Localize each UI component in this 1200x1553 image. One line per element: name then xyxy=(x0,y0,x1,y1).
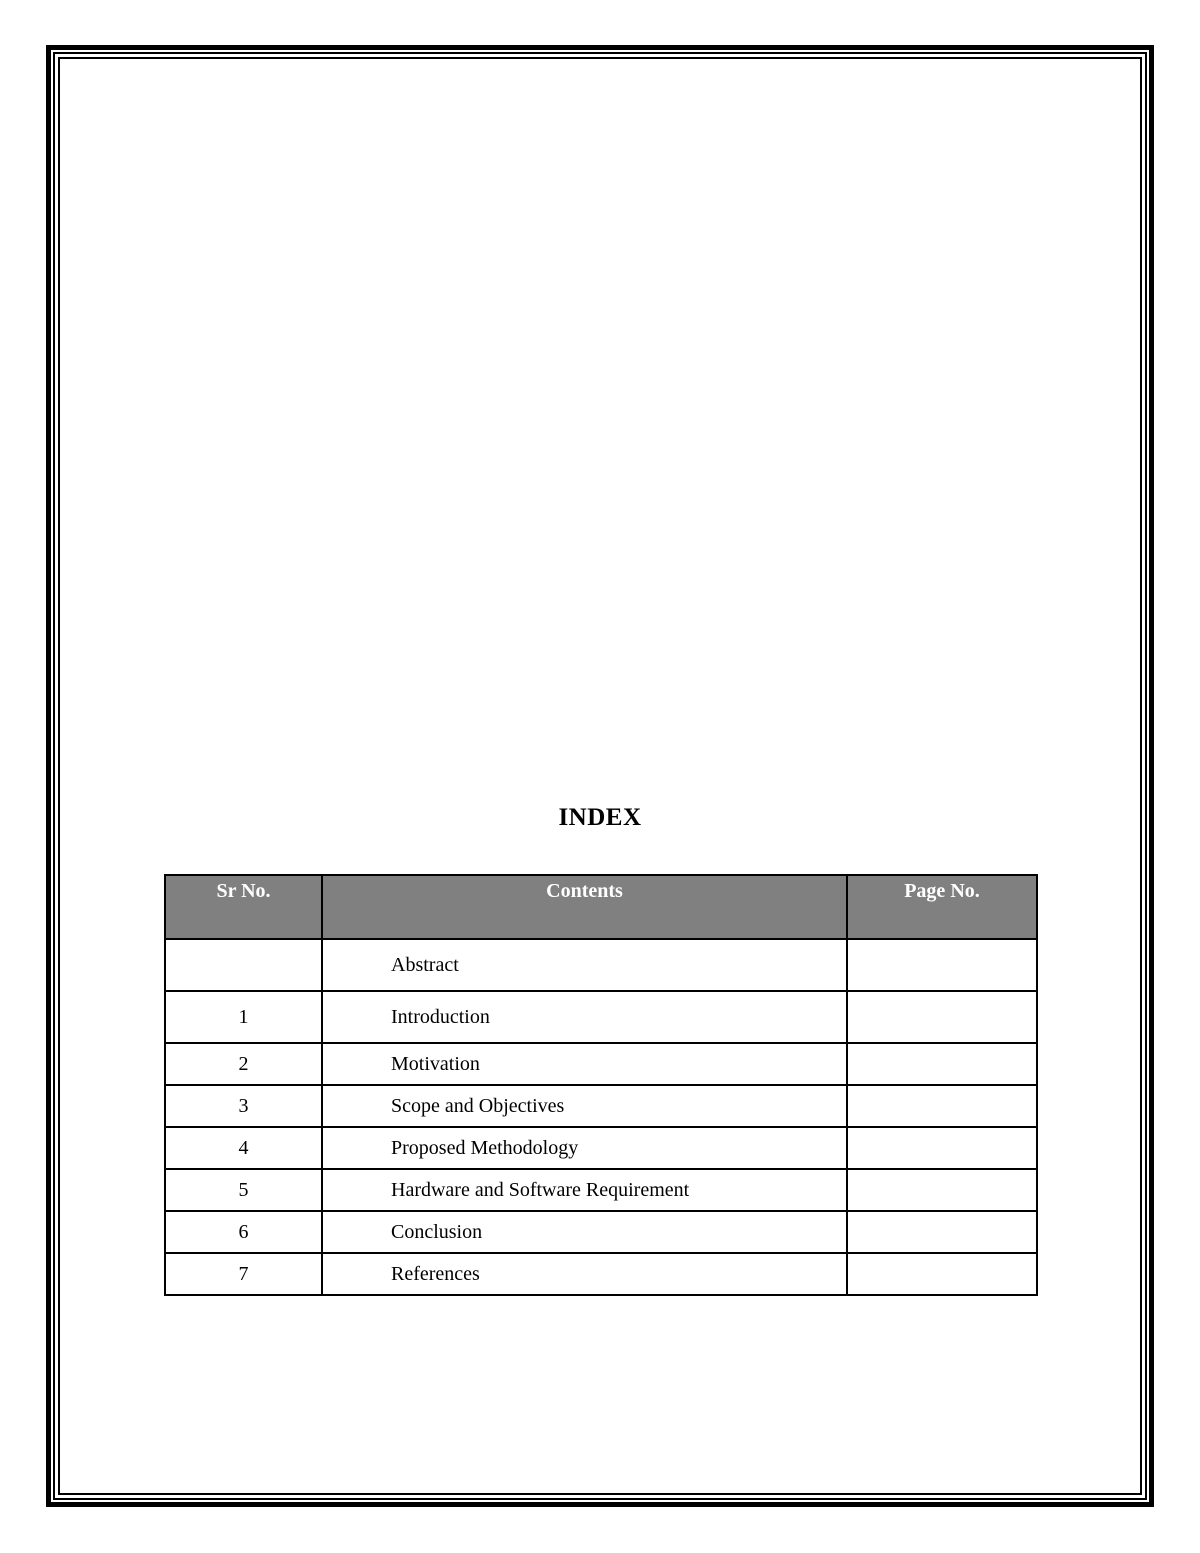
row-sr-no: 3 xyxy=(165,1085,322,1127)
row-sr-no: 6 xyxy=(165,1211,322,1253)
row-sr-no: 4 xyxy=(165,1127,322,1169)
row-content: Scope and Objectives xyxy=(322,1085,847,1127)
row-page-no xyxy=(847,1169,1037,1211)
row-page-no xyxy=(847,1127,1037,1169)
row-page-no xyxy=(847,1211,1037,1253)
row-page-no xyxy=(847,1253,1037,1295)
row-sr-no: 1 xyxy=(165,991,322,1043)
row-content: Conclusion xyxy=(322,1211,847,1253)
index-table xyxy=(164,874,1038,1296)
row-content: References xyxy=(322,1253,847,1295)
table-row xyxy=(165,1043,1037,1085)
row-sr-no: 5 xyxy=(165,1169,322,1211)
header-contents: Contents xyxy=(322,875,847,939)
row-content: Abstract xyxy=(322,939,847,991)
row-content: Motivation xyxy=(322,1043,847,1085)
table-row xyxy=(165,991,1037,1043)
table-row xyxy=(165,1211,1037,1253)
table-row xyxy=(165,1169,1037,1211)
row-page-no xyxy=(847,991,1037,1043)
row-content: Proposed Methodology xyxy=(322,1127,847,1169)
row-page-no xyxy=(847,1043,1037,1085)
row-sr-no: 7 xyxy=(165,1253,322,1295)
row-content: Introduction xyxy=(322,991,847,1043)
row-content: Hardware and Software Requirement xyxy=(322,1169,847,1211)
table-row xyxy=(165,1253,1037,1295)
header-page-no: Page No. xyxy=(847,875,1037,939)
row-sr-no: 2 xyxy=(165,1043,322,1085)
header-sr-no: Sr No. xyxy=(165,875,322,939)
page-title: INDEX xyxy=(558,804,642,831)
row-page-no xyxy=(847,1085,1037,1127)
table-row xyxy=(165,1127,1037,1169)
table-row xyxy=(165,1085,1037,1127)
table-row xyxy=(165,939,1037,991)
row-page-no xyxy=(847,939,1037,991)
row-sr-no xyxy=(165,939,322,991)
table-header-row xyxy=(165,875,1037,939)
